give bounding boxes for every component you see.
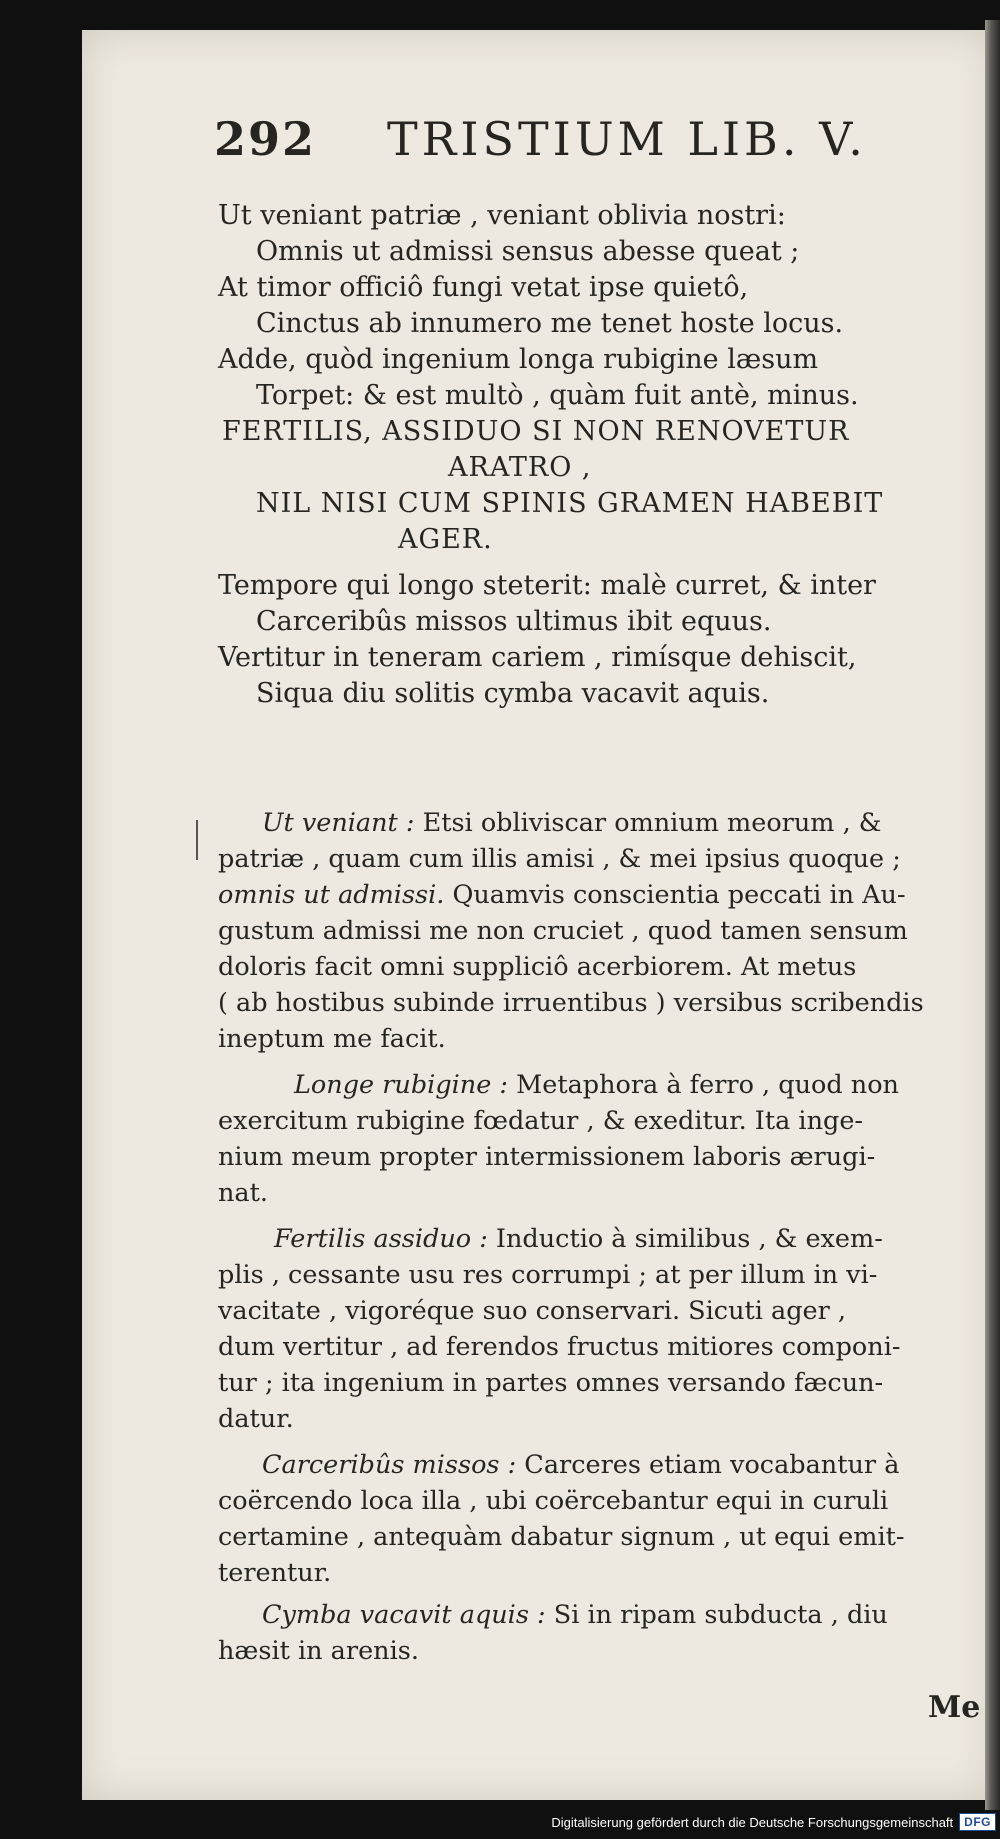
verse-line: AGER. <box>398 524 493 555</box>
commentary-line: hæsit in arenis. <box>218 1636 419 1666</box>
verse-line: Ut veniant patriæ , veniant oblivia nostri: <box>218 200 786 231</box>
commentary-line: coërcendo loca illa , ubi coërcebantur equi in curuli <box>218 1486 889 1516</box>
lemma: Ut veniant : <box>262 808 415 838</box>
lemma: Cymba vacavit aquis : <box>262 1600 546 1630</box>
commentary-line: certamine , antequàm dabatur signum , ut equi emit- <box>218 1522 905 1552</box>
verse-line: Torpet: & est multò , quàm fuit antè, minus. <box>256 380 859 411</box>
commentary-line: dum vertitur , ad ferendos fructus mitiores componi- <box>218 1332 901 1362</box>
commentary-line: nium meum propter intermissionem laboris ærugi- <box>218 1142 876 1172</box>
verse-line: Siqua diu solitis cymba vacavit aquis. <box>256 678 770 709</box>
lemma: Fertilis assiduo : <box>274 1224 488 1254</box>
lemma: omnis ut admissi. <box>218 880 445 910</box>
verse-line: NIL NISI CUM SPINIS GRAMEN HABEBIT <box>256 488 884 519</box>
verse-line: Omnis ut admissi sensus abesse queat ; <box>256 236 800 267</box>
commentary-line: ( ab hostibus subinde irruentibus ) versibus scribendis <box>218 988 924 1018</box>
verse-line: Tempore qui longo steterit: malè curret, & inter <box>218 570 876 601</box>
lemma: Carceribûs missos : <box>262 1450 517 1480</box>
commentary-line: nat. <box>218 1178 268 1208</box>
commentary-line: Carceribûs missos : Carceres etiam vocabantur à <box>262 1450 900 1480</box>
commentary-line: Ut veniant : Etsi obliviscar omnium meorum , & <box>262 808 882 838</box>
commentary-line: datur. <box>218 1404 294 1434</box>
running-title: TRISTIUM LIB. V. <box>387 112 867 166</box>
dfg-logo: DFG <box>959 1813 996 1831</box>
verse-line: ARATRO , <box>448 452 592 483</box>
commentary-line: patriæ , quam cum illis amisi , & mei ipsius quoque ; <box>218 844 901 874</box>
commentary-line: plis , cessante usu res corrumpi ; at per illum in vi- <box>218 1260 878 1290</box>
commentary-line: omnis ut admissi. Quamvis conscientia peccati in Au- <box>218 880 906 910</box>
funding-credit: Digitalisierung gefördert durch die Deutsche Forschungsgemeinschaft <box>551 1814 954 1830</box>
book-page <box>82 30 994 1800</box>
commentary-line: exercitum rubigine fœdatur , & exeditur. Ita inge- <box>218 1106 864 1136</box>
digitization-footer <box>551 1809 996 1835</box>
lemma: Longe rubigine : <box>294 1070 509 1100</box>
page-number: 292 <box>214 112 317 166</box>
verse-line: FERTILIS, ASSIDUO SI NON RENOVETUR <box>222 416 850 447</box>
verse-line: Adde, quòd ingenium longa rubigine læsum <box>218 344 819 375</box>
commentary-line: vacitate , vigoréque suo conservari. Sicuti ager , <box>218 1296 847 1326</box>
verse-line: Vertitur in teneram cariem , rimísque dehiscit, <box>218 642 857 673</box>
verse-line: Cinctus ab innumero me tenet hoste locus. <box>256 308 844 339</box>
commentary-line: Fertilis assiduo : Inductio à similibus , & exem- <box>274 1224 883 1254</box>
commentary-line: terentur. <box>218 1558 332 1588</box>
commentary-line: Cymba vacavit aquis : Si in ripam subducta , diu <box>262 1600 888 1630</box>
margin-mark <box>196 820 198 860</box>
commentary-line: Longe rubigine : Metaphora à ferro , quod non <box>294 1070 899 1100</box>
page-edge <box>985 20 1000 1810</box>
verse-line: At timor officiô fungi vetat ipse quietô, <box>218 272 749 303</box>
catchword: Me <box>928 1690 981 1725</box>
commentary-line: ineptum me facit. <box>218 1024 446 1054</box>
commentary-line: gustum admissi me non cruciet , quod tamen sensum <box>218 916 908 946</box>
commentary-line: doloris facit omni suppliciô acerbiorem. At metus <box>218 952 857 982</box>
commentary-line: tur ; ita ingenium in partes omnes versando fæcun- <box>218 1368 884 1398</box>
verse-line: Carceribûs missos ultimus ibit equus. <box>256 606 772 637</box>
